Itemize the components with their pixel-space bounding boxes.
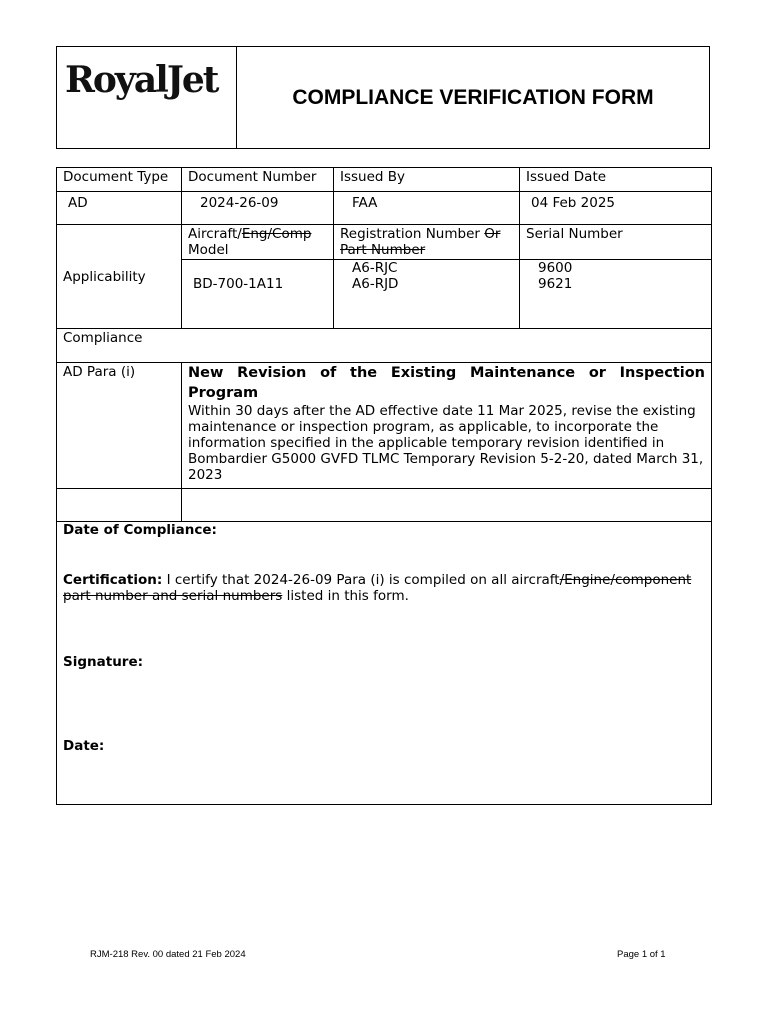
empty-row bbox=[57, 489, 712, 522]
compliance-label: Compliance bbox=[57, 329, 712, 363]
serial-value: 9600 bbox=[538, 260, 573, 276]
applicability-header-row bbox=[57, 225, 712, 260]
serial-value: 9621 bbox=[538, 276, 573, 292]
issued-date-label: Issued Date bbox=[520, 168, 712, 192]
compliance-row bbox=[57, 329, 712, 363]
registration-value: A6-RJC bbox=[352, 260, 398, 276]
date-label: Date: bbox=[63, 738, 105, 754]
model-value-cell bbox=[182, 260, 334, 329]
doc-info-value-row bbox=[57, 192, 712, 225]
issued-by-value-cell bbox=[334, 192, 520, 225]
registration-values-cell bbox=[334, 260, 520, 329]
registration-label-part-a: Registration Number bbox=[340, 226, 485, 242]
footer-form-reference: RJM-218 Rev. 00 dated 21 Feb 2024 bbox=[90, 949, 246, 960]
issued-date-value: 04 Feb 2025 bbox=[531, 195, 616, 211]
form-header bbox=[56, 46, 710, 149]
ad-para-content bbox=[182, 363, 712, 489]
document-number-value-cell bbox=[182, 192, 334, 225]
model-label-cell bbox=[182, 225, 334, 260]
form-title: COMPLIANCE VERIFICATION FORM bbox=[292, 85, 654, 109]
certification-struck-text: /Engine/component part number and serial numbers bbox=[63, 572, 692, 604]
compliance-table bbox=[56, 167, 712, 805]
ad-para-row bbox=[57, 363, 712, 489]
document-type-value: AD bbox=[68, 195, 88, 211]
date-of-compliance-label: Date of Compliance: bbox=[63, 522, 217, 538]
ad-para-body: Within 30 days after the AD effective date 11 Mar 2025, revise the existing maintenance or inspection program, as applicable, to incorporate the information specified in the applicable temporary revision identified in Bombardier G5000 GVFD TLMC Temporary Revision 5-2-20, dated March 31, 2023 bbox=[188, 403, 704, 483]
empty-cell bbox=[182, 489, 712, 522]
signoff-row bbox=[57, 522, 712, 805]
model-value: BD-700-1A11 bbox=[193, 276, 284, 292]
logo-cell bbox=[57, 47, 237, 148]
signature-label: Signature: bbox=[63, 654, 144, 670]
serial-number-label: Serial Number bbox=[520, 225, 712, 260]
registration-value: A6-RJD bbox=[352, 276, 399, 292]
applicability-label: Applicability bbox=[57, 225, 182, 329]
empty-cell bbox=[57, 489, 182, 522]
document-number-label: Document Number bbox=[182, 168, 334, 192]
model-label-struck: Eng/Comp bbox=[241, 226, 312, 242]
registration-label-cell bbox=[334, 225, 520, 260]
model-label-part-b: Model bbox=[188, 242, 229, 258]
model-label-part-a: Aircraft/ bbox=[188, 226, 242, 242]
issued-by-value: FAA bbox=[352, 195, 378, 211]
certification-label: Certification: bbox=[63, 572, 163, 588]
doc-info-header-row bbox=[57, 168, 712, 192]
footer-page-number: Page 1 of 1 bbox=[617, 949, 666, 960]
certification-statement bbox=[63, 572, 705, 604]
royaljet-logo: RoyalJet bbox=[65, 59, 218, 101]
issued-by-label: Issued By bbox=[334, 168, 520, 192]
document-number-value: 2024-26-09 bbox=[200, 195, 279, 211]
signoff-cell bbox=[57, 522, 712, 805]
document-type-label: Document Type bbox=[57, 168, 182, 192]
certification-text-a: I certify that 2024-26-09 Para (i) is compiled on all aircraft bbox=[162, 572, 560, 588]
ad-para-heading: New Revision of the Existing Maintenance or Inspection Program bbox=[188, 365, 705, 401]
certification-text-b: listed in this form. bbox=[282, 588, 409, 604]
document-type-value-cell bbox=[57, 192, 182, 225]
issued-date-value-cell bbox=[520, 192, 712, 225]
serial-values-cell bbox=[520, 260, 712, 329]
ad-para-label: AD Para (i) bbox=[57, 363, 182, 489]
registration-label-struck: Or Part Number bbox=[340, 226, 501, 258]
